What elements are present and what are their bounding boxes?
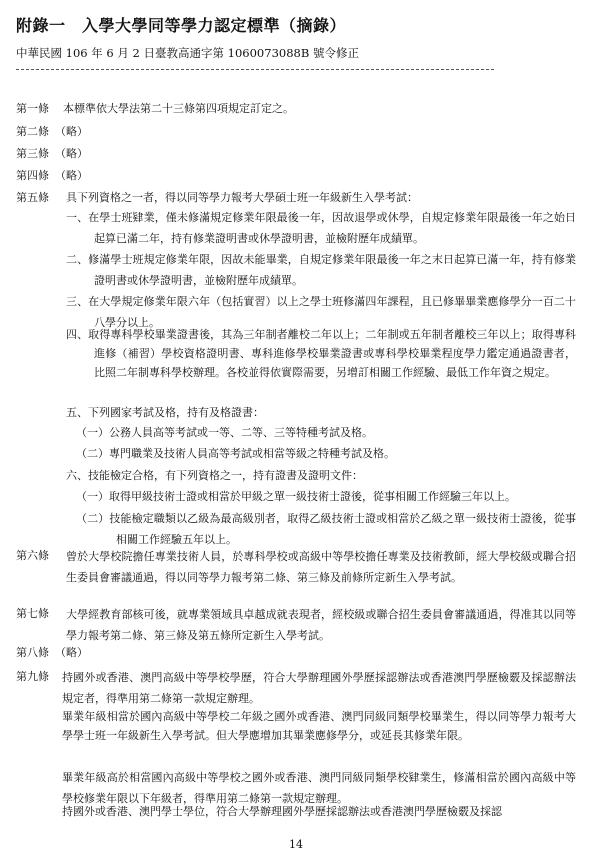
- article-9-para-3: 畢業年級高於相當國內高級中等學校之國外或香港、澳門同級同類學校肄業生，修滿相當於國內高級中等學校修業年限以下年級者，得準用第二條第一款規定辦理。: [62, 771, 576, 805]
- article-7-label: 第七條: [16, 607, 49, 620]
- page-number: 14: [289, 838, 303, 851]
- article-9-para-2: 畢業年級相當於國內高級中等學校二年級之國外或香港、澳門同級同類學校畢業生，得以同等學力報考大學學士班一年級新生入學考試。但大學應增加其畢業應修學分，或延長其修業年限。: [62, 710, 576, 742]
- article-9-label: 第九條: [16, 670, 49, 683]
- article-6-text: 曾於大學校院擔任專業技術人員，於專科學校或高級中等學校擔任專業及技術教師，經大學校級或聯合招生委員會審議通過，得以同等學力報考第二條、第三條及前條所定新生入學考試。: [66, 550, 576, 584]
- article-5-item-3: 三、在大學規定修業年限六年（包括實習）以上之學士班修滿四年課程，且已修畢畢業應修學分一百二十八學分以上。: [66, 295, 576, 329]
- page-title: 附錄一 入學大學同等學力認定標準（摘錄）: [16, 16, 347, 35]
- article-1-text: 本標準依大學法第二十三條第四項規定訂定之。: [63, 102, 294, 115]
- article-4-text: （略）: [55, 169, 88, 182]
- article-2-text: （略）: [55, 125, 88, 138]
- article-2-label: 第二條: [16, 125, 49, 138]
- article-5-item-6-2: （二）技能檢定職類以乙級為最高級別者，取得乙級技術士證或相當於乙級之單一級技術士證後，從事相關工作經驗五年以上。: [76, 512, 576, 546]
- article-5-item-1: 一、在學士班肄業，僅未修滿規定修業年限最後一年，因故退學或休學，自規定修業年限最後一年之始日起算已滿二年，持有修業證明書或休學證明書，並檢附歷年成績單。: [66, 211, 576, 245]
- article-7-text: 大學經教育部核可後，就專業領域具卓越成就表現者，經校級或聯合招生委員會審議通過，得准其以同等學力報考第二條、第三條及第五條所定新生入學考試。: [66, 608, 576, 642]
- dashed-divider: [16, 69, 494, 70]
- article-5-item-6-1: （一）取得甲級技術士證或相當於甲級之單一級技術士證後，從事相關工作經驗三年以上。: [76, 490, 516, 503]
- article-5-label: 第五條: [16, 191, 49, 204]
- article-5-item-5-2: （二）專門職業及技術人員高等考試或相當等級之特種考試及格。: [76, 447, 395, 460]
- article-3-text: （略）: [55, 147, 88, 160]
- article-6-label: 第六條: [16, 549, 49, 562]
- article-8-label: 第八條: [16, 646, 49, 659]
- article-5-item-6: 六、技能檢定合格，有下列資格之一，持有證書及證明文件：: [66, 469, 363, 482]
- article-8-text: （略）: [55, 646, 88, 659]
- article-1-label: 第一條: [16, 102, 49, 115]
- article-4-label: 第四條: [16, 169, 49, 182]
- article-5-item-2: 二、修滿學士班規定修業年限，因故未能畢業，自規定修業年限最後一年之末日起算已滿一年，持有修業證明書或休學證明書，並檢附歷年成績單。: [66, 253, 576, 287]
- article-9-para-1: 持國外或香港、澳門高級中等學校學歷，符合大學辦理國外學歷採認辦法或香港澳門學歷檢覈及採認辦法規定者，得準用第二條第一款規定辦理。: [62, 671, 576, 705]
- article-5-item-5: 五、下列國家考試及格，持有及格證書：: [66, 406, 264, 419]
- article-3-label: 第三條: [16, 147, 49, 160]
- article-5-item-5-1: （一）公務人員高等考試或一等、二等、三等特種考試及格。: [76, 426, 373, 439]
- article-5-intro: 具下列資格之一者，得以同等學力報考大學碩士班一年級新生入學考試：: [66, 191, 418, 204]
- amendment-note: 中華民國 106 年 6 月 2 日臺教高通字第 1060073088B 號令修正: [16, 46, 359, 60]
- article-9-para-4: 持國外或香港、澳門學士學位，符合大學辦理國外學歷採認辦法或香港澳門學歷檢覈及採認: [62, 805, 502, 818]
- article-5-item-4: 四、取得專科學校畢業證書後，其為三年制者離校二年以上；二年制或五年制者離校三年以上；取得專科進修（補習）學校資格證明書、專科進修學校畢業證書或專科學校畢業程度學力鑑定通過證書者，比照二年制專科學校辦理。各校並得依實際需要，另增訂相關工作經驗、最低工作年資之規定。: [66, 328, 576, 379]
